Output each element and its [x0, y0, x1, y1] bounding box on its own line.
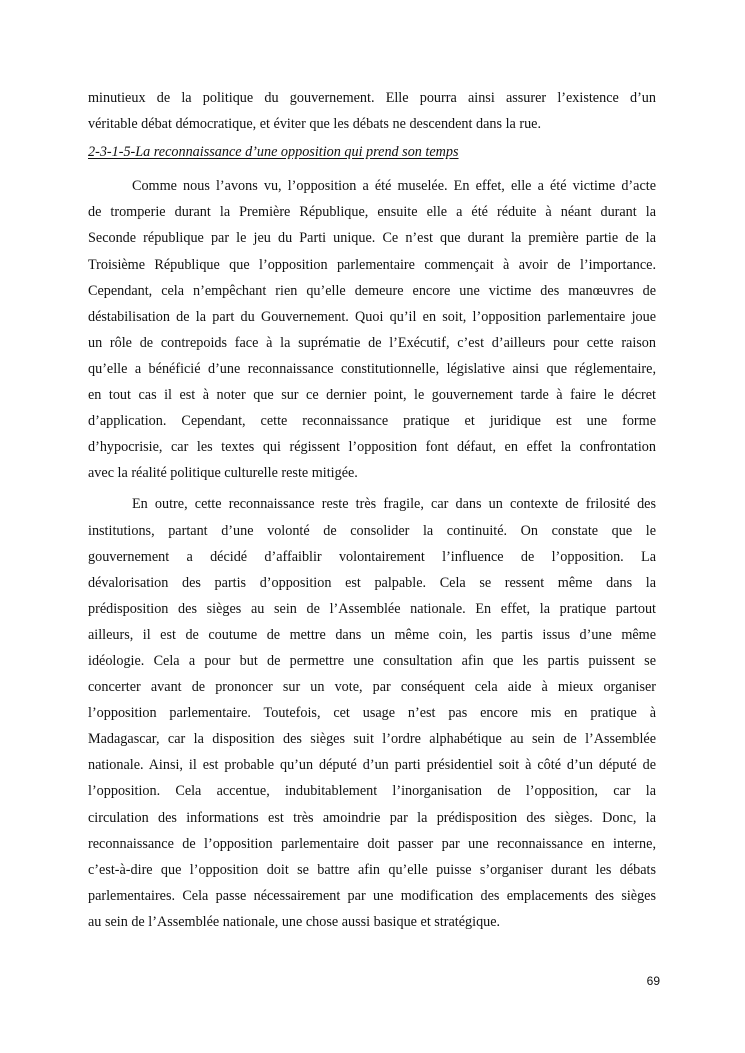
text-line: prédisposition des sièges au sein de l’Assemblée nationale. En effet, la pratique partout: [88, 600, 656, 617]
text-line: reconnaissance de l’opposition parlementaire doit passer par une reconnaissance en interne,: [88, 835, 656, 852]
text-line: véritable débat démocratique, et éviter que les débats ne descendent dans la rue.: [88, 116, 542, 133]
text-line: en tout cas il est à noter que sur ce dernier point, le gouvernement tarde à faire le décret: [88, 387, 656, 404]
intro-paragraph: [88, 85, 656, 137]
text-line: d’hypocrisie, car les textes qui régissent l’opposition font défaut, en effet la confrontation: [88, 439, 656, 456]
text-line: concerter avant de prononcer sur un vote, par conséquent cela aide à mieux organiser: [88, 679, 656, 696]
text-line: avec la réalité politique culturelle reste mitigée.: [88, 465, 358, 482]
text-line: institutions, partant d’une volonté de consolider la continuité. On constate que le: [88, 522, 656, 539]
text-line: idéologie. Cela a pour but de permettre une consultation afin que les partis puissent se: [88, 652, 656, 669]
paragraph-2: [88, 491, 656, 935]
text-line: au sein de l’Assemblée nationale, une chose aussi basique et stratégique.: [88, 913, 501, 930]
text-line: Madagascar, car la disposition des sièges suit l’ordre alphabétique au sein de l’Assemblée: [88, 731, 656, 748]
text-line: l’opposition. Cela accentue, indubitablement l’inorganisation de l’opposition, car la: [88, 783, 656, 800]
text-line: ailleurs, il est de coutume de mettre dans un même coin, les partis issus d’une même: [88, 626, 656, 643]
text-line: dévalorisation des partis d’opposition est palpable. Cela se ressent même dans la: [88, 574, 656, 591]
text-line: circulation des informations est très amoindrie par la prédisposition des sièges. Donc, la: [88, 809, 656, 826]
text-line: déstabilisation de la part du Gouvernement. Quoi qu’il en soit, l’opposition parlementaire joue: [88, 308, 656, 325]
page-number: 69: [646, 974, 660, 988]
text-line: nationale. Ainsi, il est probable qu’un député d’un parti présidentiel soit à côté d’un député de: [88, 757, 656, 774]
text-line: Comme nous l’avons vu, l’opposition a été muselée. En effet, elle a été victime d’acte: [132, 178, 656, 195]
text-line: Seconde république par le jeu du Parti unique. Ce n’est que durant la première partie de la: [88, 230, 656, 247]
text-line: d’application. Cependant, cette reconnaissance pratique et juridique est une forme: [88, 413, 656, 430]
paragraph-1: [88, 173, 656, 486]
text-line: gouvernement a décidé d’affaiblir volontairement l’influence de l’opposition. La: [88, 548, 656, 565]
section-heading: 2-3-1-5-La reconnaissance d’une opposition qui prend son temps: [88, 144, 459, 161]
text-line: l’opposition parlementaire. Toutefois, cet usage n’est pas encore mis en pratique à: [88, 705, 656, 722]
text-line: Cependant, cela n’empêchant rien qu’elle demeure encore une victime des manœuvres de: [88, 282, 656, 299]
text-line: minutieux de la politique du gouvernement. Elle pourra ainsi assurer l’existence d’un: [88, 90, 656, 106]
text-line: En outre, cette reconnaissance reste très fragile, car dans un contexte de frilosité des: [132, 496, 656, 513]
document-page: [88, 85, 656, 935]
text-line: c’est-à-dire que l’opposition doit se battre afin qu’elle puisse s’organiser durant les débats: [88, 861, 656, 878]
text-line: parlementaires. Cela passe nécessairement par une modification des emplacements des sièges: [88, 887, 656, 904]
text-line: Troisième République que l’opposition parlementaire commençait à avoir de l’importance.: [88, 256, 656, 273]
text-line: un rôle de contrepoids face à la suprématie de l’Exécutif, c’est d’ailleurs pour cette raison: [88, 334, 656, 351]
text-line: de tromperie durant la Première République, ensuite elle a été réduite à néant durant la: [88, 204, 656, 221]
text-line: qu’elle a bénéficié d’une reconnaissance constitutionnelle, législative ainsi que réglementaire,: [88, 360, 656, 377]
